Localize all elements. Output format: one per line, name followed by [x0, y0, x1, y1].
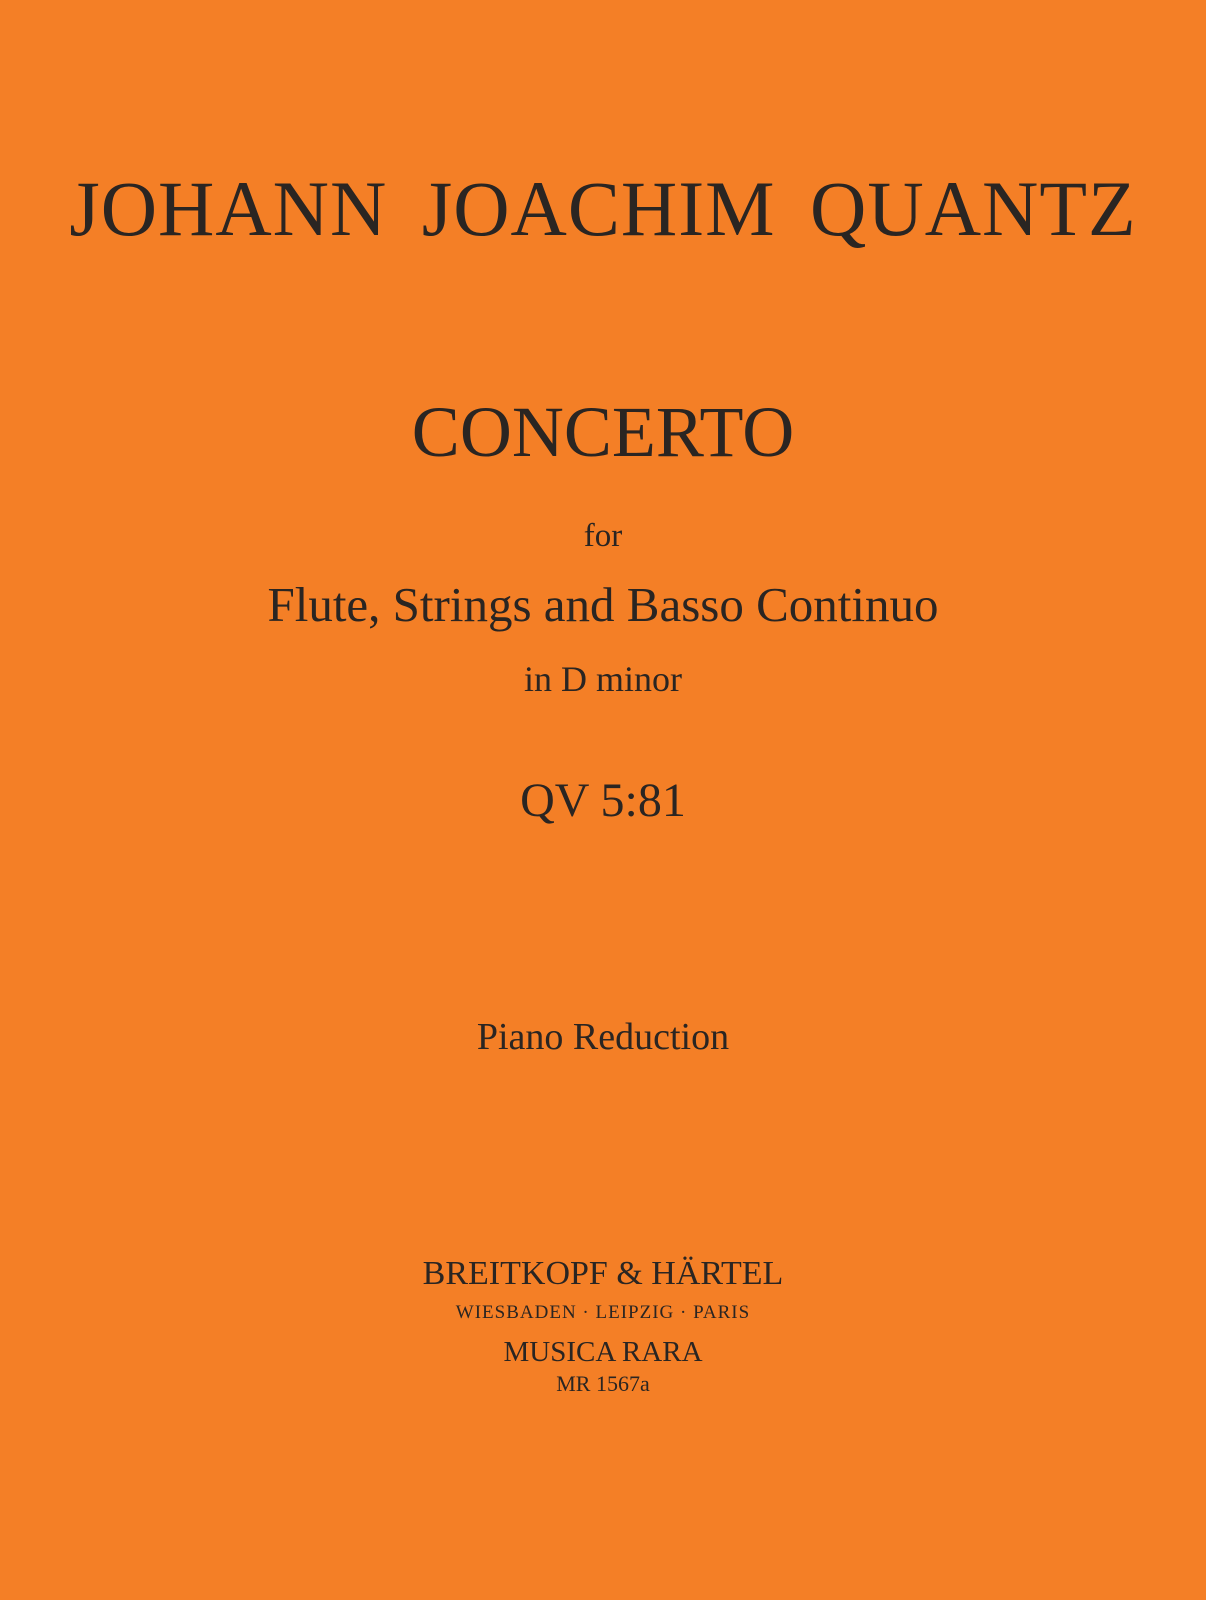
edition-type: Piano Reduction: [476, 1016, 730, 1058]
composer-name: JOHANN JOACHIM QUANTZ: [69, 165, 1137, 252]
for-label: for: [583, 518, 623, 554]
catalog-number: MR 1567a: [556, 1371, 650, 1396]
instrumentation: Flute, Strings and Basso Continuo: [267, 577, 939, 632]
publisher-cities: WIESBADEN · LEIPZIG · PARIS: [455, 1302, 751, 1323]
publisher-name: BREITKOPF & HÄRTEL: [422, 1255, 784, 1292]
catalog-designation: QV 5:81: [520, 774, 686, 827]
imprint-name: MUSICA RARA: [503, 1336, 703, 1368]
key-signature: in D minor: [524, 659, 682, 699]
work-title: CONCERTO: [411, 392, 795, 472]
